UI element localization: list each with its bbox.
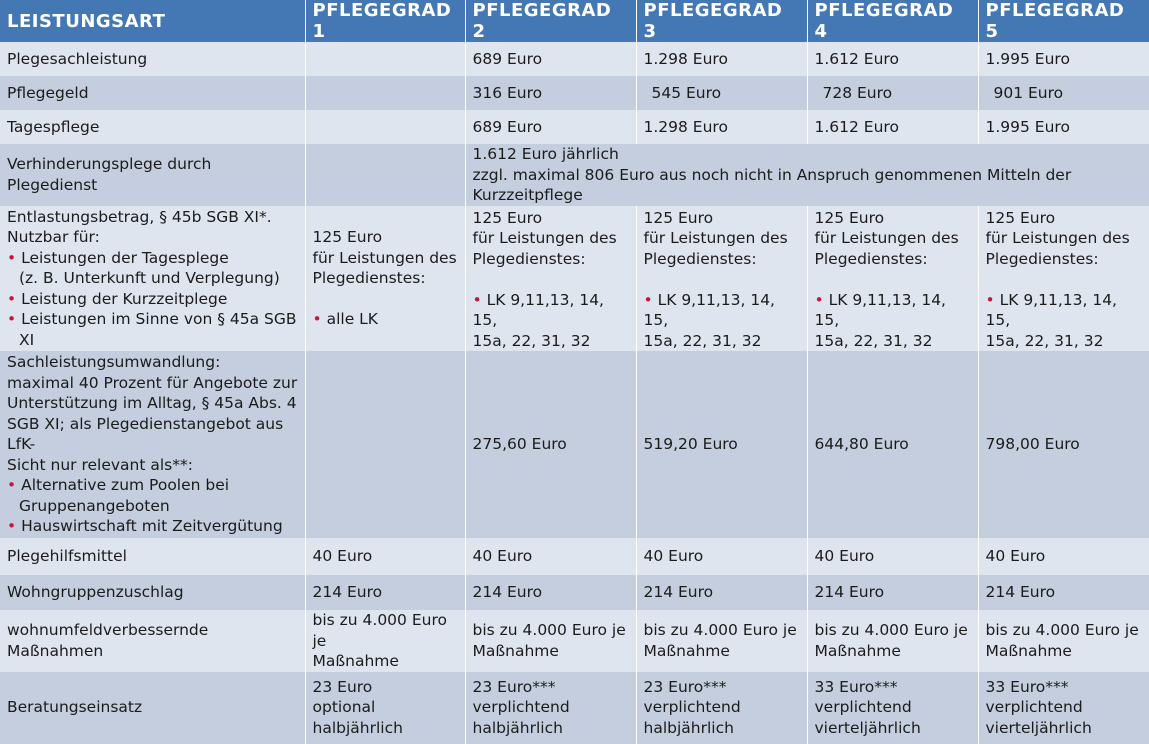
bullet-icon: • [472,290,482,309]
cell-pg1 [305,110,465,144]
cell-pg4: 728 Euro [807,76,978,110]
cell-pg3: 40 Euro [636,538,807,575]
cell-pg3: 545 Euro [636,76,807,110]
row-entlastungsbetrag [0,206,1149,352]
cell-pg1: 40 Euro [305,538,465,575]
header-pflegegrad-4: PFLEGEGRAD 4 [807,0,978,42]
row-pflegesachleistung [0,42,1149,76]
bullet-item: • Hauswirtschaft mit Zeitvergütung [7,517,283,536]
header-pflegegrad-5: PFLEGEGRAD 5 [978,0,1149,42]
cell-pg4: 125 Euro für Leistungen des Plegedienstes: • LK 9,11,13, 14, 15, 15a, 22, 31, 32 [807,206,978,352]
cell-pg2: 689 Euro [465,42,636,76]
cell-pg2: 316 Euro [465,76,636,110]
cell-pg4: bis zu 4.000 Euro je Maßnahme [807,610,978,672]
row-wohnumfeld [0,610,1149,672]
header-pflegegrad-3: PFLEGEGRAD 3 [636,0,807,42]
cell-pg5: 125 Euro für Leistungen des Plegedienstes: • LK 9,11,13, 14, 15, 15a, 22, 31, 32 [978,206,1149,352]
cell-pg5: bis zu 4.000 Euro je Maßnahme [978,610,1149,672]
cell-pg1: 23 Euro optional halbjährlich [305,672,465,744]
cell-pg1 [305,42,465,76]
header-pflegegrad-1: PFLEGEGRAD 1 [305,0,465,42]
cell-pg2: 275,60 Euro [465,351,636,538]
row-label: Pflegegeld [0,76,305,110]
bullet-item: • Leistungen der Tagesplege (z. B. Unterkunft und Verplegung) [7,248,280,287]
cell-pg5: 901 Euro [978,76,1149,110]
cell-pg1 [305,76,465,110]
row-label: Beratungseinsatz [0,672,305,744]
cell-pg5: 214 Euro [978,575,1149,610]
row-verhinderungspflege [0,144,1149,206]
cell-pg4: 33 Euro*** verplichtend vierteljährlich [807,672,978,744]
cell-pg1 [305,351,465,538]
row-label: Tagespflege [0,110,305,144]
cell-pg2: 23 Euro*** verplichtend halbjährlich [465,672,636,744]
cell-pg5: 798,00 Euro [978,351,1149,538]
row-tagespflege [0,110,1149,144]
cell-pg2: 125 Euro für Leistungen des Plegedienstes: • LK 9,11,13, 14, 15, 15a, 22, 31, 32 [465,206,636,352]
bullet-item: • Leistung der Kurzzeitplege [7,289,228,308]
cell-pg5: 33 Euro*** verplichtend vierteljährlich [978,672,1149,744]
bullet-icon: • [7,310,17,328]
cell-pg1: bis zu 4.000 Euro je Maßnahme [305,610,465,672]
row-pflegegeld [0,76,1149,110]
cell-pg2: 214 Euro [465,575,636,610]
cell-pg3: bis zu 4.000 Euro je Maßnahme [636,610,807,672]
verhinderungspflege-line-2: zzgl. maximal 806 Euro aus noch nicht in Anspruch genommenen Mitteln der Kurzzeitpflege [472,165,1072,204]
cell-pg3: 519,20 Euro [636,351,807,538]
row-label: Plegesachleistung [0,42,305,76]
header-leistungsart: LEISTUNGSART [0,0,305,42]
cell-pg3: 214 Euro [636,575,807,610]
header-pflegegrad-2: PFLEGEGRAD 2 [465,0,636,42]
row-label: wohnumfeldverbessernde Maßnahmen [0,610,305,672]
row-wohngruppenzuschlag [0,575,1149,610]
cell-pg4: 214 Euro [807,575,978,610]
bullet-icon: • [7,248,17,267]
row-label [0,206,305,352]
label-line: Nutzbar für: [7,228,100,246]
cell-pg4: 1.612 Euro [807,42,978,76]
cell-pg1: 214 Euro [305,575,465,610]
cell-pg5: 40 Euro [978,538,1149,575]
cell-pg3: 1.298 Euro [636,42,807,76]
bullet-icon: • [985,290,995,309]
cell-pg1 [305,144,465,206]
cell-pg2-5-merged [465,144,1149,206]
cell-pg2: 689 Euro [465,110,636,144]
cell-pg4: 40 Euro [807,538,978,575]
cell-pg3: 1.298 Euro [636,110,807,144]
row-label: Sachleistungsumwandlung: maximal 40 Prozent für Angebote zur Unterstützung im Alltag, § 45a Abs. 4 SGB XI; als Plegedienstangebot aus LfK- Sicht nur relevant als**: • Alternative zum Poolen bei Gruppenangeboten • Hauswirtschaft mit Zeitvergütung [0,351,305,538]
row-label: Wohngruppenzuschlag [0,575,305,610]
verhinderungspflege-line-1: 1.612 Euro jährlich [472,145,619,163]
bullet-item: • Alternative zum Poolen bei Gruppenangeboten [7,476,230,515]
cell-pg3: 125 Euro für Leistungen des Plegedienstes: • LK 9,11,13, 14, 15, 15a, 22, 31, 32 [636,206,807,352]
bullet-icon: • [312,310,322,328]
label-line: Entlastungsbetrag, § 45b SGB XI*. [7,207,272,226]
row-label: Verhinderungsplege durch Plegedienst [0,144,305,206]
bullet-icon: • [7,289,17,308]
bullet-icon: • [814,290,824,309]
bullet-item: • Leistungen im Sinne von § 45a SGB XI [7,310,297,349]
cell-pg1: 125 Euro für Leistungen des Plegedienstes: • alle LK [305,206,465,352]
cell-pg2: bis zu 4.000 Euro je Maßnahme [465,610,636,672]
cell-pg5: 1.995 Euro [978,42,1149,76]
bullet-icon: • [7,476,17,495]
row-sachleistungsumwandlung [0,351,1149,538]
row-pflegehilfsmittel [0,538,1149,575]
row-label: Plegehilfsmittel [0,538,305,575]
cell-pg3: 23 Euro*** verplichtend halbjährlich [636,672,807,744]
row-beratungseinsatz [0,672,1149,744]
cell-pg2: 40 Euro [465,538,636,575]
cell-pg4: 1.612 Euro [807,110,978,144]
cell-pg5: 1.995 Euro [978,110,1149,144]
header-row [0,0,1149,42]
cell-pg4: 644,80 Euro [807,351,978,538]
bullet-icon: • [7,517,17,536]
bullet-icon: • [643,290,653,309]
